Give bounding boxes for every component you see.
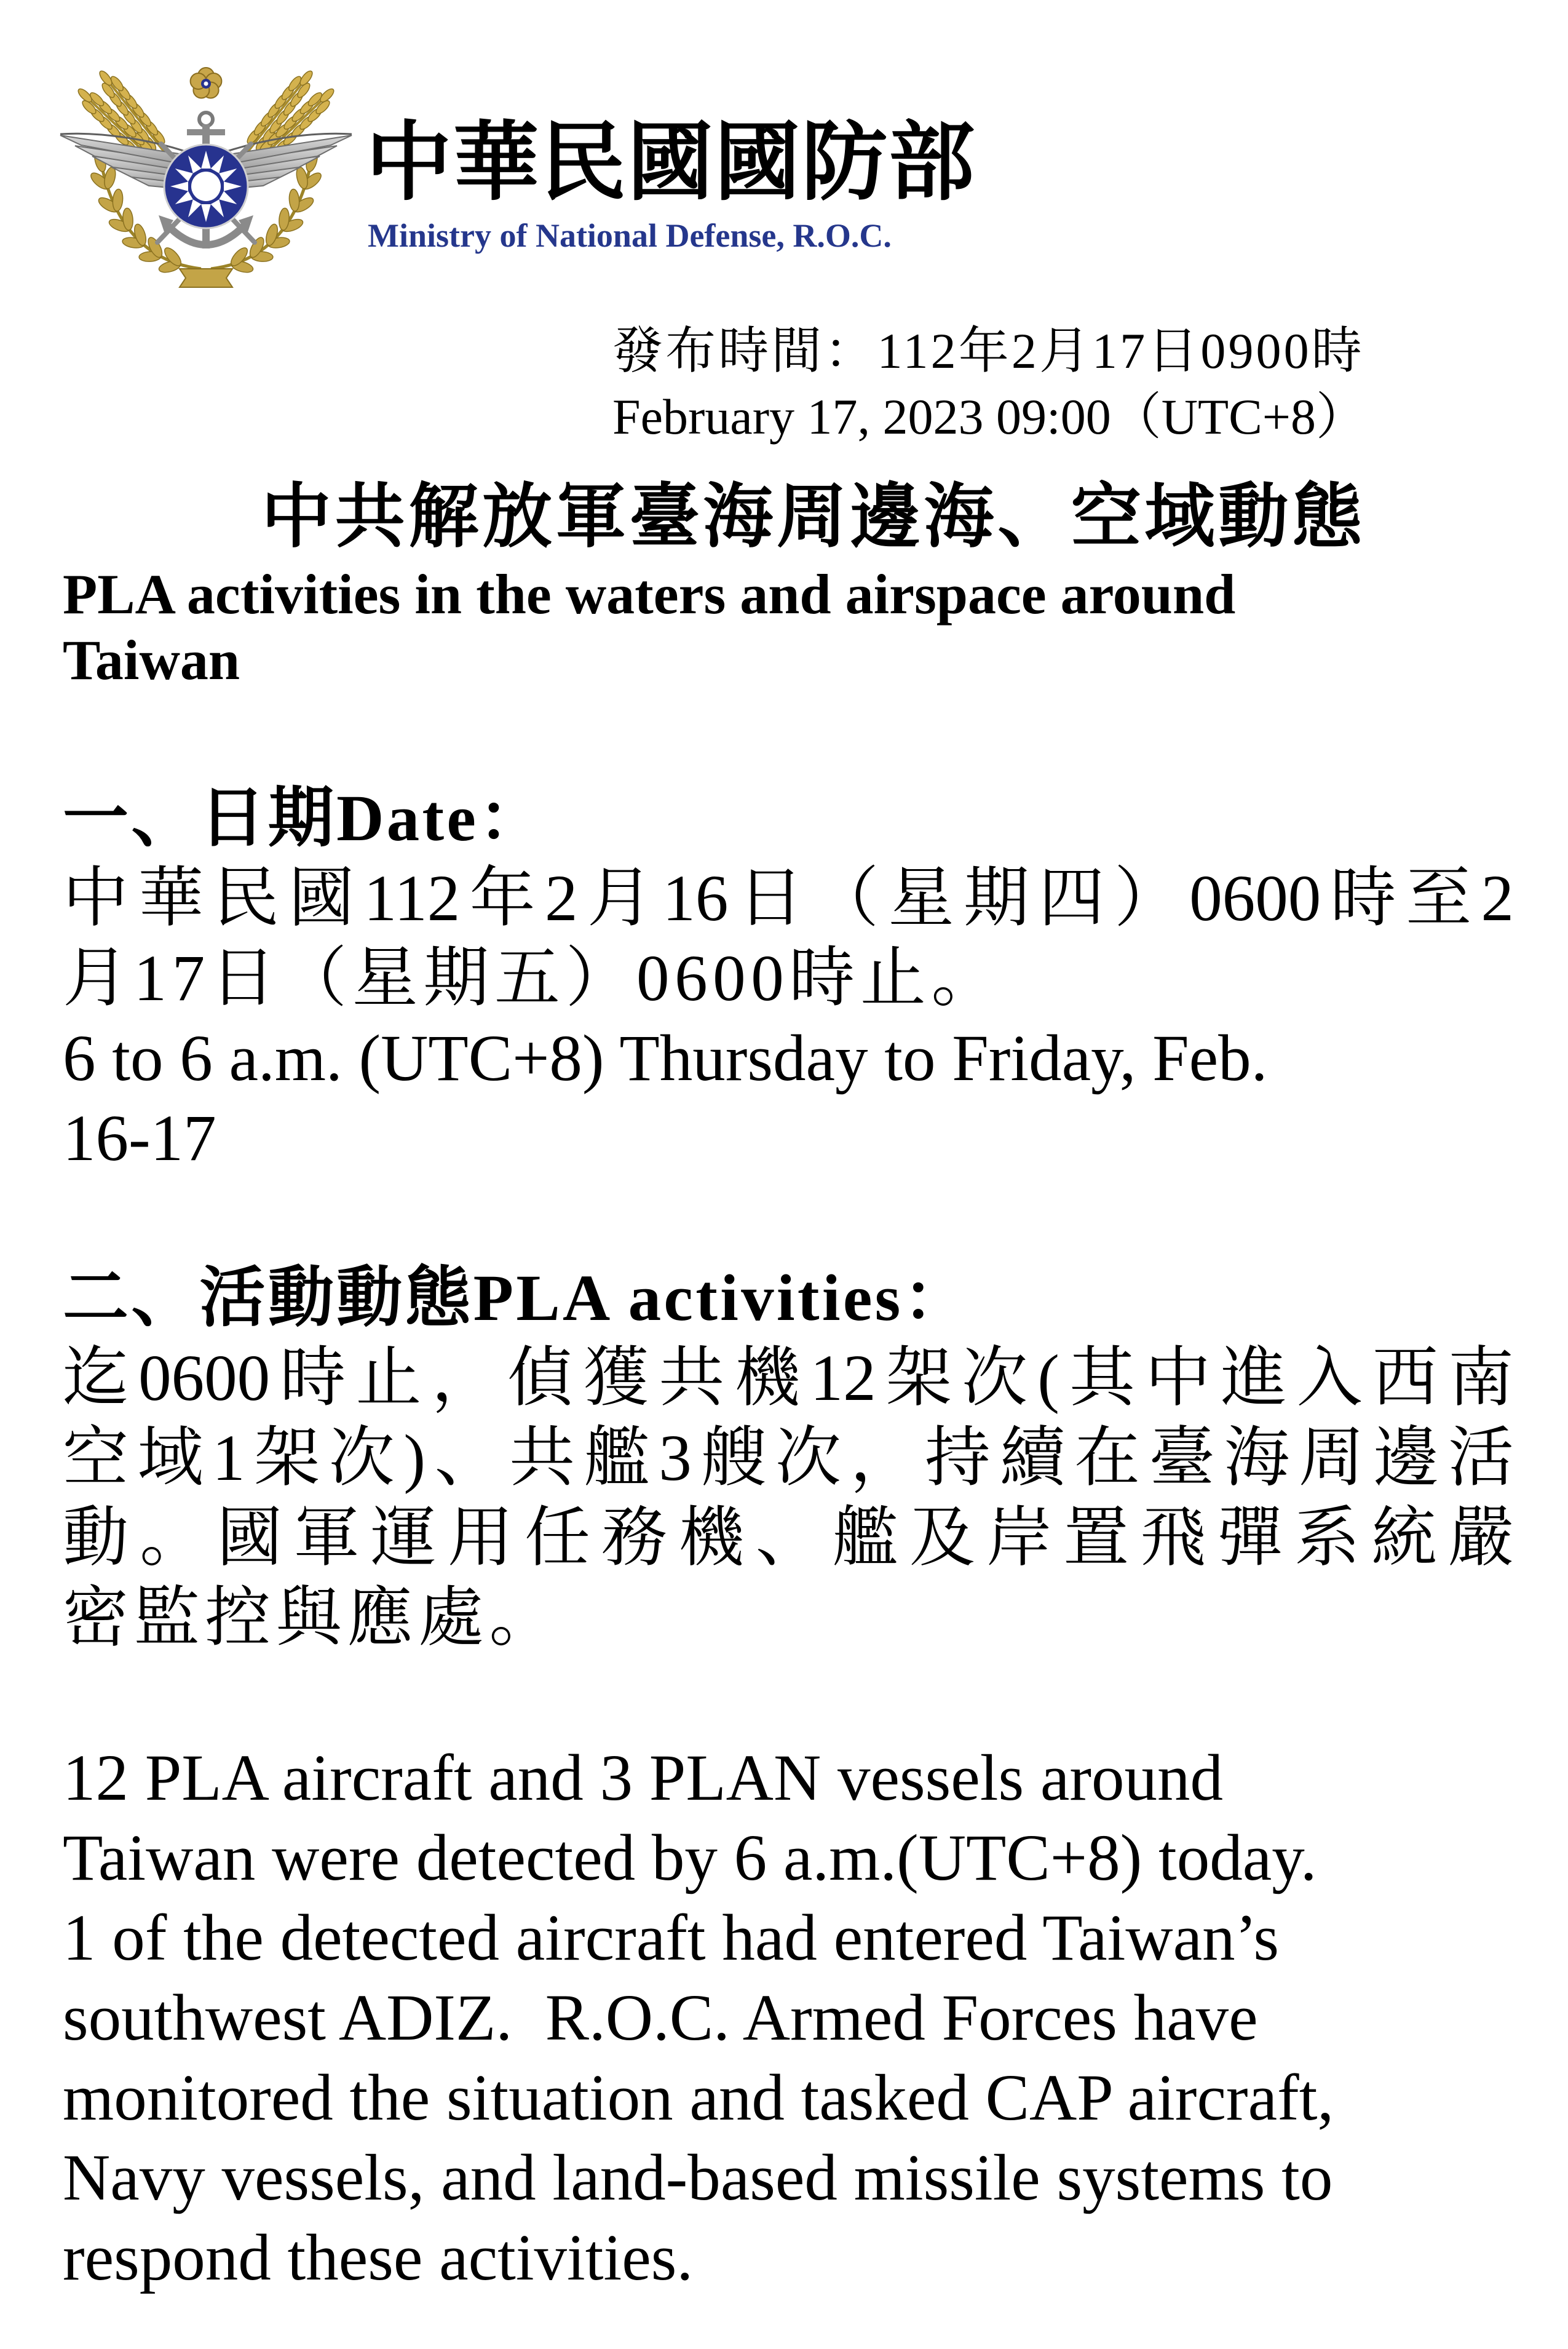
plum-blossom-icon [191,68,222,98]
body-line: 迄0600時止，偵獲共機12架次(其中進入西南 [63,1342,1514,1415]
body-line: 動。國軍運用任務機、艦及岸置飛彈系統嚴 [63,1502,1514,1575]
release-time-zh: 發布時間：112年2月17日0900時 [612,323,1364,379]
document-title-en-line: PLA activities in the waters and airspace around [63,563,1236,626]
body-line: 密監控與應處。 [63,1582,560,1655]
org-name-en: Ministry of National Defense, R.O.C. [368,217,892,254]
body-line: Navy vessels, and land-based missile systems to [63,2142,1333,2214]
body-line: 中華民國112年2月16日（星期四）0600時至2 [63,862,1514,935]
section-heading-date: 一、日期Date： [63,782,547,855]
body-line: southwest ADIZ. R.O.C. Armed Forces have [63,1982,1258,2054]
section-activities [63,1258,1514,2298]
paragraph-spacer [63,1178,1514,1258]
body-line: 12 PLA aircraft and 3 PLAN vessels around [63,1742,1223,1814]
org-name-zh: 中華民國國防部 [366,113,975,212]
body-line: respond these activities. [63,2222,694,2294]
section-date [63,779,1514,1178]
mnd-emblem-icon [57,63,366,292]
body-line: 月17日（星期五）0600時止。 [63,942,1002,1015]
document-body [63,779,1514,2298]
body-line: 16-17 [63,1102,216,1175]
body-line: Taiwan were detected by 6 a.m.(UTC+8) today. [63,1822,1317,1894]
white-sun-icon [164,145,248,228]
section-heading-activities: 二、活動動態PLA activities： [63,1262,972,1335]
document-title-zh: 中共解放軍臺海周邊海、空域動態 [261,479,1362,556]
release-time-block [612,318,1504,450]
body-line: monitored the situation and tasked CAP aircraft, [63,2062,1334,2134]
paragraph-spacer [63,1658,1514,1738]
document-title-en [63,562,1514,693]
body-line: 1 of the detected aircraft had entered Taiwan’s [63,1902,1279,1974]
document-title-en-line: Taiwan [63,629,240,691]
ribbon-icon [180,269,232,287]
release-time-en: February 17, 2023 09:00（UTC+8） [612,389,1367,445]
body-line: 6 to 6 a.m. (UTC+8) Thursday to Friday, Feb. [63,1022,1268,1095]
body-line: 空域1架次)、共艦3艘次，持續在臺海周邊活 [63,1422,1514,1495]
